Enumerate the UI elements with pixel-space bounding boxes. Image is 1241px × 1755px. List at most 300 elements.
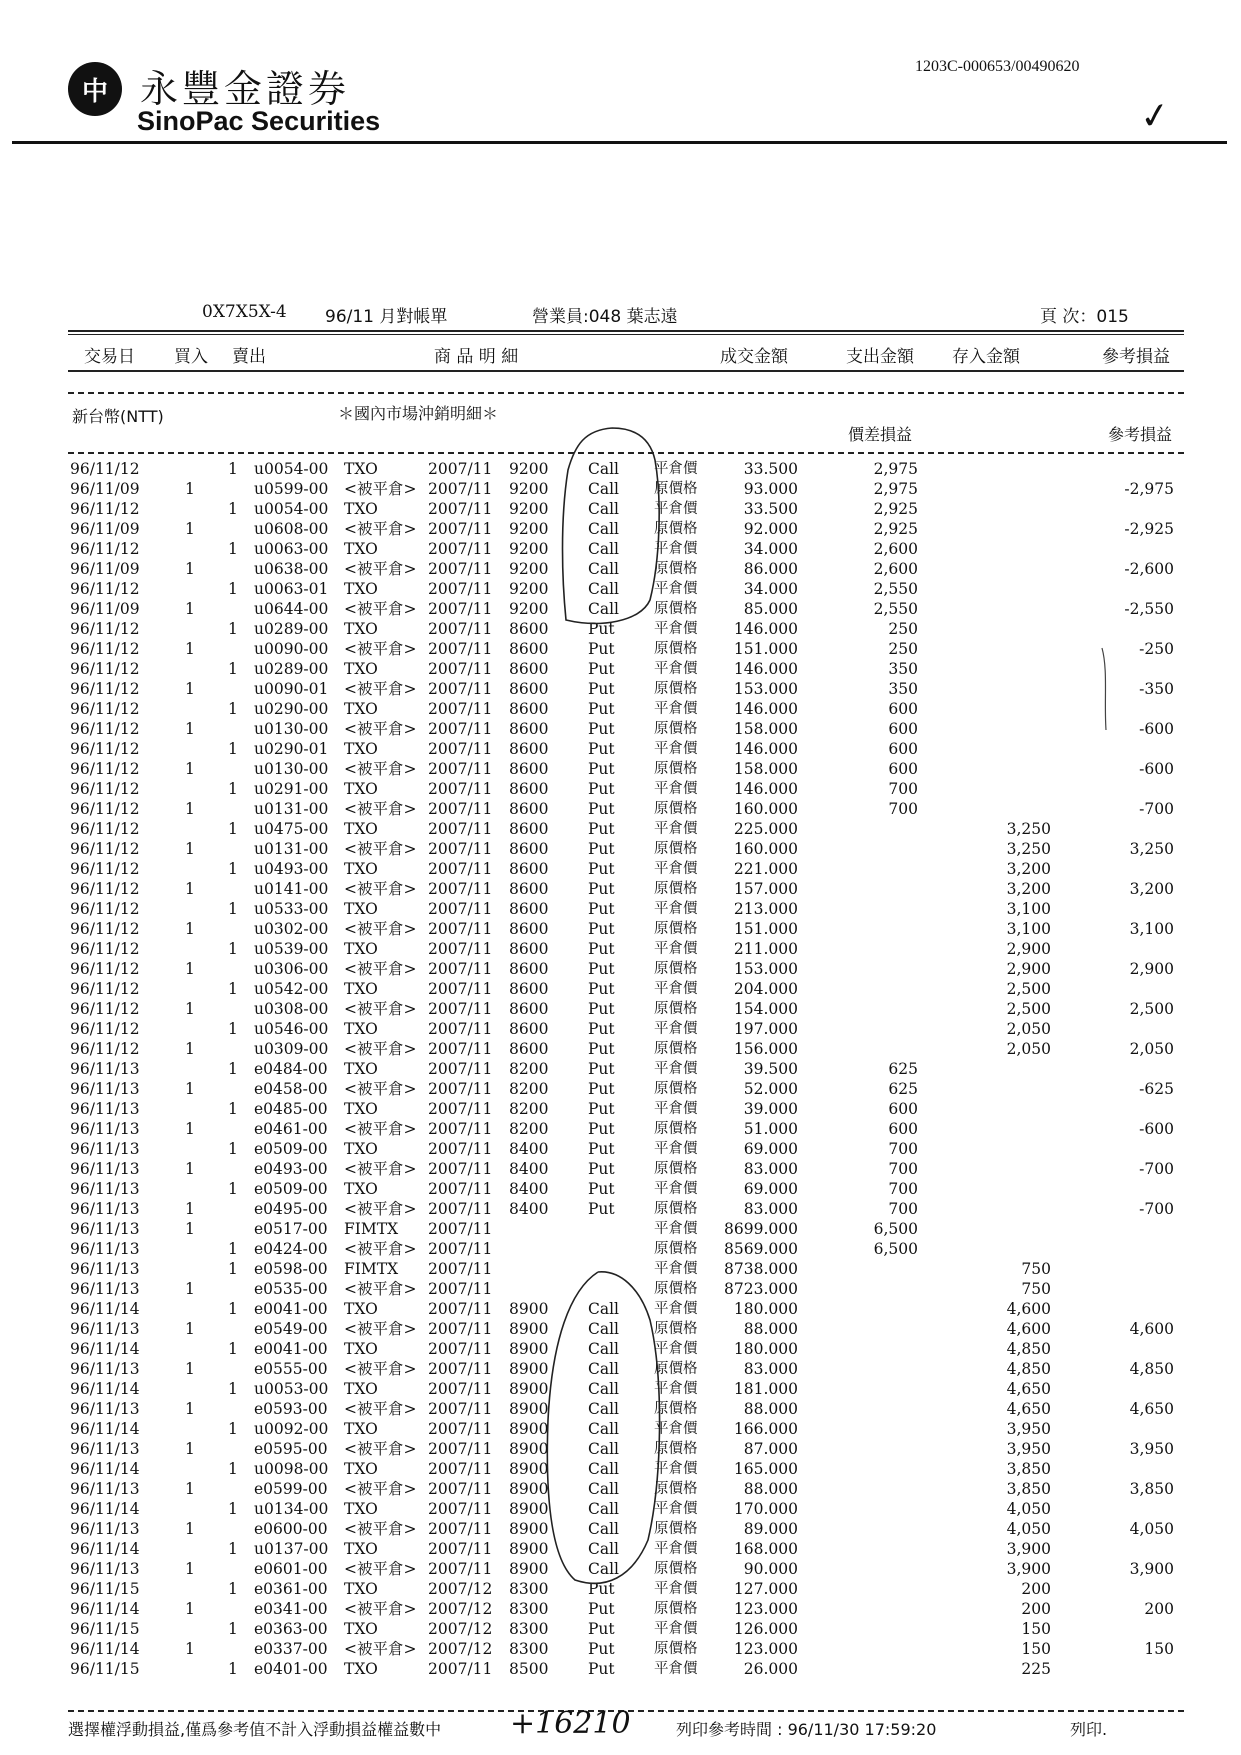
cell-amount: 51.000 — [743, 1120, 798, 1138]
page-number: 頁 次：015 — [1040, 307, 1129, 327]
table-row — [0, 1119, 1241, 1139]
cell-commodity: TXO — [344, 460, 378, 478]
header-rule-top-2 — [68, 334, 1184, 335]
cell-option-type: Call — [588, 1500, 620, 1518]
cell-buy-qty: 1 — [185, 680, 195, 698]
print-label: 列印. — [1070, 1720, 1108, 1739]
table-row — [0, 899, 1241, 919]
cell-price-kind: 平倉價 — [654, 461, 698, 477]
cell-buy-qty: 1 — [185, 760, 195, 778]
cell-price-kind: 原價格 — [654, 1081, 698, 1097]
cell-sell-qty: 1 — [228, 660, 238, 678]
cell-option-type: Put — [588, 840, 615, 858]
cell-price-kind: 平倉價 — [654, 1301, 698, 1317]
cell-order-code: u0098-00 — [254, 1460, 329, 1478]
table-row — [0, 1199, 1241, 1219]
cell-price-kind: 原價格 — [654, 1041, 698, 1057]
cell-deposit: 4,600 — [1006, 1300, 1051, 1318]
cell-commodity: TXO — [344, 1060, 378, 1078]
cell-amount: 204.000 — [733, 980, 798, 998]
cell-deposit: 2,500 — [1006, 1000, 1051, 1018]
cell-amount: 69.000 — [743, 1180, 798, 1198]
sinopac-logo-icon: 中 — [68, 62, 122, 116]
cell-amount: 153.000 — [733, 960, 798, 978]
cell-strike: 8600 — [509, 940, 549, 958]
cell-price-kind: 原價格 — [654, 1121, 698, 1137]
cell-commodity: <被平倉> — [344, 1360, 417, 1378]
cell-amount: 126.000 — [733, 1620, 798, 1638]
cell-strike: 8900 — [509, 1380, 549, 1398]
cell-strike: 8900 — [509, 1440, 549, 1458]
cell-sell-qty: 1 — [228, 1300, 238, 1318]
cell-order-code: e0041-00 — [254, 1340, 328, 1358]
cell-strike: 8600 — [509, 800, 549, 818]
cell-ref-pl: 200 — [1144, 1600, 1174, 1618]
cell-commodity: TXO — [344, 500, 378, 518]
table-row — [0, 919, 1241, 939]
table-row — [0, 1339, 1241, 1359]
table-row — [0, 939, 1241, 959]
cell-deposit: 3,100 — [1006, 920, 1051, 938]
cell-deposit: 3,850 — [1006, 1480, 1051, 1498]
cell-order-code: u0053-00 — [254, 1380, 329, 1398]
cell-deposit: 3,950 — [1006, 1420, 1051, 1438]
cell-option-type: Put — [588, 1040, 615, 1058]
cell-amount: 156.000 — [733, 1040, 798, 1058]
cell-amount: 146.000 — [733, 740, 798, 758]
cell-order-code: e0555-00 — [254, 1360, 328, 1378]
cell-deposit: 3,950 — [1006, 1440, 1051, 1458]
cell-option-type: Put — [588, 960, 615, 978]
cell-commodity: <被平倉> — [344, 880, 417, 898]
dashed-separator-2 — [68, 452, 1184, 454]
cell-commodity: TXO — [344, 1380, 378, 1398]
cell-amount: 123.000 — [733, 1640, 798, 1658]
cell-commodity: <被平倉> — [344, 1520, 417, 1538]
cell-contract-month: 2007/11 — [428, 1020, 493, 1038]
cell-deposit: 3,900 — [1006, 1540, 1051, 1558]
cell-date: 96/11/12 — [70, 940, 140, 958]
cell-amount: 157.000 — [733, 880, 798, 898]
cell-date: 96/11/12 — [70, 760, 140, 778]
cell-ref-pl: -2,975 — [1124, 480, 1174, 498]
cell-contract-month: 2007/11 — [428, 960, 493, 978]
cell-commodity: TXO — [344, 1020, 378, 1038]
table-row — [0, 839, 1241, 859]
cell-amount: 221.000 — [733, 860, 798, 878]
cell-sell-qty: 1 — [228, 780, 238, 798]
cell-contract-month: 2007/11 — [428, 1280, 493, 1298]
cell-amount: 123.000 — [733, 1600, 798, 1618]
cell-order-code: e0517-00 — [254, 1220, 328, 1238]
cell-order-code: u0130-00 — [254, 720, 329, 738]
cell-price-kind: 平倉價 — [654, 1341, 698, 1357]
cell-contract-month: 2007/11 — [428, 1560, 493, 1578]
cell-commodity: <被平倉> — [344, 1280, 417, 1298]
cell-amount: 180.000 — [733, 1340, 798, 1358]
cell-diff-pl: 2,600 — [873, 560, 918, 578]
cell-order-code: e0041-00 — [254, 1300, 328, 1318]
cell-sell-qty: 1 — [228, 540, 238, 558]
cell-order-code: u0542-00 — [254, 980, 329, 998]
cell-sell-qty: 1 — [228, 1540, 238, 1558]
cell-amount: 88.000 — [743, 1320, 798, 1338]
cell-contract-month: 2007/11 — [428, 580, 493, 598]
cell-strike: 8300 — [509, 1640, 549, 1658]
cell-ref-pl: -2,925 — [1124, 520, 1174, 538]
cell-option-type: Call — [588, 1300, 620, 1318]
cell-ref-pl: -700 — [1139, 800, 1174, 818]
cell-contract-month: 2007/11 — [428, 1300, 493, 1318]
cell-contract-month: 2007/12 — [428, 1600, 493, 1618]
table-row — [0, 559, 1241, 579]
cell-sell-qty: 1 — [228, 860, 238, 878]
cell-option-type: Put — [588, 720, 615, 738]
cell-price-kind: 平倉價 — [654, 1141, 698, 1157]
cell-deposit: 750 — [1021, 1260, 1051, 1278]
cell-sell-qty: 1 — [228, 1260, 238, 1278]
col-header-sell: 賣出 — [232, 347, 266, 367]
table-row — [0, 999, 1241, 1019]
cell-diff-pl: 250 — [888, 620, 918, 638]
cell-order-code: u0090-01 — [254, 680, 329, 698]
cell-amount: 158.000 — [733, 760, 798, 778]
cell-amount: 166.000 — [733, 1420, 798, 1438]
cell-date: 96/11/13 — [70, 1260, 140, 1278]
cell-amount: 181.000 — [733, 1380, 798, 1398]
cell-order-code: u0290-00 — [254, 700, 329, 718]
cell-sell-qty: 1 — [228, 820, 238, 838]
cell-ref-pl: -600 — [1139, 1120, 1174, 1138]
cell-diff-pl: 2,600 — [873, 540, 918, 558]
cell-commodity: <被平倉> — [344, 520, 417, 538]
cell-commodity: <被平倉> — [344, 1320, 417, 1338]
cell-price-kind: 平倉價 — [654, 1501, 698, 1517]
cell-contract-month: 2007/11 — [428, 1260, 493, 1278]
cell-amount: 197.000 — [733, 1020, 798, 1038]
cell-diff-pl: 600 — [888, 1100, 918, 1118]
cell-date: 96/11/12 — [70, 960, 140, 978]
col-header-expense: 支出金額 — [846, 347, 914, 367]
cell-amount: 8569.000 — [724, 1240, 798, 1258]
cell-price-kind: 平倉價 — [654, 1421, 698, 1437]
cell-commodity: <被平倉> — [344, 1240, 417, 1258]
cell-contract-month: 2007/11 — [428, 800, 493, 818]
cell-date: 96/11/14 — [70, 1540, 140, 1558]
cell-date: 96/11/13 — [70, 1100, 140, 1118]
cell-date: 96/11/12 — [70, 1020, 140, 1038]
cell-order-code: e0458-00 — [254, 1080, 328, 1098]
cell-date: 96/11/14 — [70, 1600, 140, 1618]
cell-diff-pl: 350 — [888, 680, 918, 698]
cell-option-type: Put — [588, 1100, 615, 1118]
cell-option-type: Call — [588, 1440, 620, 1458]
cell-order-code: u0090-00 — [254, 640, 329, 658]
cell-amount: 86.000 — [743, 560, 798, 578]
cell-amount: 213.000 — [733, 900, 798, 918]
cell-strike: 9200 — [509, 600, 549, 618]
cell-amount: 225.000 — [733, 820, 798, 838]
cell-diff-pl: 600 — [888, 1120, 918, 1138]
cell-order-code: e0493-00 — [254, 1160, 328, 1178]
cell-date: 96/11/12 — [70, 540, 140, 558]
cell-commodity: <被平倉> — [344, 600, 417, 618]
cell-strike: 8600 — [509, 920, 549, 938]
cell-option-type: Put — [588, 820, 615, 838]
cell-commodity: TXO — [344, 700, 378, 718]
cell-commodity: <被平倉> — [344, 1040, 417, 1058]
cell-ref-pl: -600 — [1139, 720, 1174, 738]
cell-option-type: Put — [588, 1000, 615, 1018]
cell-diff-pl: 250 — [888, 640, 918, 658]
cell-buy-qty: 1 — [185, 1440, 195, 1458]
cell-diff-pl: 700 — [888, 800, 918, 818]
cell-ref-pl: 2,500 — [1129, 1000, 1174, 1018]
cell-date: 96/11/13 — [70, 1060, 140, 1078]
cell-order-code: u0063-01 — [254, 580, 329, 598]
cell-option-type: Put — [588, 660, 615, 678]
cell-option-type: Call — [588, 560, 620, 578]
cell-commodity: TXO — [344, 1580, 378, 1598]
table-row — [0, 479, 1241, 499]
cell-date: 96/11/13 — [70, 1080, 140, 1098]
cell-commodity: TXO — [344, 1540, 378, 1558]
cell-sell-qty: 1 — [228, 900, 238, 918]
cell-date: 96/11/12 — [70, 860, 140, 878]
table-row — [0, 1239, 1241, 1259]
table-row — [0, 459, 1241, 479]
cell-commodity: TXO — [344, 1420, 378, 1438]
cell-option-type: Put — [588, 1620, 615, 1638]
cell-strike: 8900 — [509, 1460, 549, 1478]
cell-strike: 8200 — [509, 1080, 549, 1098]
cell-date: 96/11/09 — [70, 480, 140, 498]
table-row — [0, 759, 1241, 779]
cell-commodity: TXO — [344, 1180, 378, 1198]
table-row — [0, 659, 1241, 679]
cell-contract-month: 2007/11 — [428, 880, 493, 898]
cell-contract-month: 2007/11 — [428, 740, 493, 758]
cell-order-code: e0509-00 — [254, 1180, 328, 1198]
cell-deposit: 4,850 — [1006, 1360, 1051, 1378]
cell-buy-qty: 1 — [185, 1320, 195, 1338]
col-header-buy: 買入 — [174, 347, 208, 367]
cell-contract-month: 2007/11 — [428, 1160, 493, 1178]
table-row — [0, 859, 1241, 879]
cell-order-code: u0291-00 — [254, 780, 329, 798]
cell-strike: 8200 — [509, 1060, 549, 1078]
cell-amount: 158.000 — [733, 720, 798, 738]
col-header-deposit: 存入金額 — [952, 347, 1020, 367]
cell-buy-qty: 1 — [185, 1080, 195, 1098]
cell-option-type: Put — [588, 800, 615, 818]
cell-deposit: 750 — [1021, 1280, 1051, 1298]
cell-option-type: Call — [588, 520, 620, 538]
cell-price-kind: 平倉價 — [654, 981, 698, 997]
cell-option-type: Put — [588, 880, 615, 898]
cell-price-kind: 平倉價 — [654, 1581, 698, 1597]
cell-strike: 9200 — [509, 540, 549, 558]
cell-contract-month: 2007/11 — [428, 1220, 493, 1238]
cell-commodity: <被平倉> — [344, 840, 417, 858]
cell-commodity: TXO — [344, 940, 378, 958]
cell-commodity: TXO — [344, 740, 378, 758]
cell-ref-pl: 4,850 — [1129, 1360, 1174, 1378]
table-row — [0, 799, 1241, 819]
cell-commodity: TXO — [344, 540, 378, 558]
cell-ref-pl: 3,900 — [1129, 1560, 1174, 1578]
table-row — [0, 1439, 1241, 1459]
cell-order-code: e0363-00 — [254, 1620, 328, 1638]
cell-contract-month: 2007/11 — [428, 1200, 493, 1218]
cell-contract-month: 2007/11 — [428, 1360, 493, 1378]
cell-amount: 8723.000 — [724, 1280, 798, 1298]
cell-option-type: Put — [588, 1160, 615, 1178]
table-row — [0, 1279, 1241, 1299]
cell-contract-month: 2007/11 — [428, 760, 493, 778]
cell-deposit: 3,200 — [1006, 880, 1051, 898]
cell-diff-pl: 600 — [888, 740, 918, 758]
cell-price-kind: 原價格 — [654, 801, 698, 817]
cell-ref-pl: -700 — [1139, 1160, 1174, 1178]
cell-strike: 8900 — [509, 1500, 549, 1518]
table-row — [0, 879, 1241, 899]
cell-order-code: e0361-00 — [254, 1580, 328, 1598]
cell-option-type: Put — [588, 1180, 615, 1198]
cell-price-kind: 平倉價 — [654, 821, 698, 837]
cell-strike: 9200 — [509, 460, 549, 478]
cell-contract-month: 2007/11 — [428, 1500, 493, 1518]
cell-strike: 8600 — [509, 900, 549, 918]
cell-commodity: TXO — [344, 900, 378, 918]
cell-amount: 69.000 — [743, 1140, 798, 1158]
cell-option-type: Put — [588, 680, 615, 698]
cell-amount: 26.000 — [743, 1660, 798, 1678]
cell-option-type: Call — [588, 1400, 620, 1418]
cell-option-type: Call — [588, 1380, 620, 1398]
cell-date: 96/11/09 — [70, 560, 140, 578]
cell-option-type: Call — [588, 1540, 620, 1558]
cell-order-code: u0599-00 — [254, 480, 329, 498]
cell-price-kind: 原價格 — [654, 1241, 698, 1257]
cell-buy-qty: 1 — [185, 1040, 195, 1058]
cell-order-code: u0063-00 — [254, 540, 329, 558]
cell-buy-qty: 1 — [185, 880, 195, 898]
cell-date: 96/11/15 — [70, 1620, 140, 1638]
cell-commodity: TXO — [344, 660, 378, 678]
cell-price-kind: 原價格 — [654, 961, 698, 977]
cell-date: 96/11/12 — [70, 820, 140, 838]
table-row — [0, 1139, 1241, 1159]
cell-strike: 9200 — [509, 520, 549, 538]
cell-strike: 8900 — [509, 1360, 549, 1378]
cell-sell-qty: 1 — [228, 1180, 238, 1198]
cell-sell-qty: 1 — [228, 700, 238, 718]
cell-sell-qty: 1 — [228, 1140, 238, 1158]
cell-commodity: <被平倉> — [344, 1400, 417, 1418]
cell-commodity: TXO — [344, 820, 378, 838]
table-row — [0, 1619, 1241, 1639]
cell-option-type: Call — [588, 480, 620, 498]
cell-price-kind: 平倉價 — [654, 621, 698, 637]
table-row — [0, 1319, 1241, 1339]
diff-pl-header: 價差損益 — [848, 425, 913, 444]
cell-amount: 8738.000 — [724, 1260, 798, 1278]
cell-order-code: u0475-00 — [254, 820, 329, 838]
cell-price-kind: 原價格 — [654, 1361, 698, 1377]
cell-amount: 153.000 — [733, 680, 798, 698]
cell-strike: 8600 — [509, 1020, 549, 1038]
cell-amount: 83.000 — [743, 1200, 798, 1218]
cell-amount: 88.000 — [743, 1400, 798, 1418]
cell-commodity: <被平倉> — [344, 1080, 417, 1098]
cell-strike: 8600 — [509, 840, 549, 858]
cell-contract-month: 2007/11 — [428, 1520, 493, 1538]
col-header-product: 商 品 明 細 — [434, 347, 519, 367]
cell-option-type: Call — [588, 500, 620, 518]
cell-deposit: 4,650 — [1006, 1380, 1051, 1398]
cell-deposit: 150 — [1021, 1620, 1051, 1638]
cell-option-type: Put — [588, 900, 615, 918]
letterhead-rule — [12, 141, 1227, 144]
cell-option-type: Call — [588, 1420, 620, 1438]
cell-contract-month: 2007/11 — [428, 860, 493, 878]
cell-deposit: 4,850 — [1006, 1340, 1051, 1358]
cell-strike: 8600 — [509, 780, 549, 798]
cell-price-kind: 原價格 — [654, 641, 698, 657]
cell-strike: 8900 — [509, 1400, 549, 1418]
table-row — [0, 579, 1241, 599]
table-row — [0, 1299, 1241, 1319]
cell-contract-month: 2007/11 — [428, 840, 493, 858]
cell-order-code: u0092-00 — [254, 1420, 329, 1438]
cell-order-code: u0308-00 — [254, 1000, 329, 1018]
cell-order-code: u0493-00 — [254, 860, 329, 878]
cell-price-kind: 原價格 — [654, 881, 698, 897]
cell-contract-month: 2007/11 — [428, 1180, 493, 1198]
cell-date: 96/11/13 — [70, 1280, 140, 1298]
cell-strike: 8300 — [509, 1620, 549, 1638]
cell-buy-qty: 1 — [185, 1200, 195, 1218]
cell-date: 96/11/12 — [70, 740, 140, 758]
cell-diff-pl: 700 — [888, 1180, 918, 1198]
cell-order-code: u0131-00 — [254, 840, 329, 858]
cell-price-kind: 原價格 — [654, 1201, 698, 1217]
cell-commodity: TXO — [344, 1620, 378, 1638]
cell-price-kind: 平倉價 — [654, 1661, 698, 1677]
cell-order-code: e0424-00 — [254, 1240, 328, 1258]
cell-contract-month: 2007/11 — [428, 1320, 493, 1338]
cell-ref-pl: 3,200 — [1129, 880, 1174, 898]
cell-deposit: 225 — [1021, 1660, 1051, 1678]
cell-commodity: <被平倉> — [344, 1600, 417, 1618]
cell-diff-pl: 700 — [888, 780, 918, 798]
section-title: ＊國內市場沖銷明細＊ — [338, 404, 499, 423]
cell-date: 96/11/12 — [70, 460, 140, 478]
cell-price-kind: 原價格 — [654, 521, 698, 537]
cell-buy-qty: 1 — [185, 1520, 195, 1538]
cell-price-kind: 平倉價 — [654, 1221, 698, 1237]
dashed-separator-1 — [68, 392, 1184, 394]
cell-buy-qty: 1 — [185, 720, 195, 738]
cell-commodity: <被平倉> — [344, 1480, 417, 1498]
cell-option-type: Call — [588, 580, 620, 598]
cell-order-code: u0533-00 — [254, 900, 329, 918]
cell-diff-pl: 2,925 — [873, 520, 918, 538]
table-row — [0, 1159, 1241, 1179]
cell-strike: 8600 — [509, 680, 549, 698]
cell-amount: 170.000 — [733, 1500, 798, 1518]
